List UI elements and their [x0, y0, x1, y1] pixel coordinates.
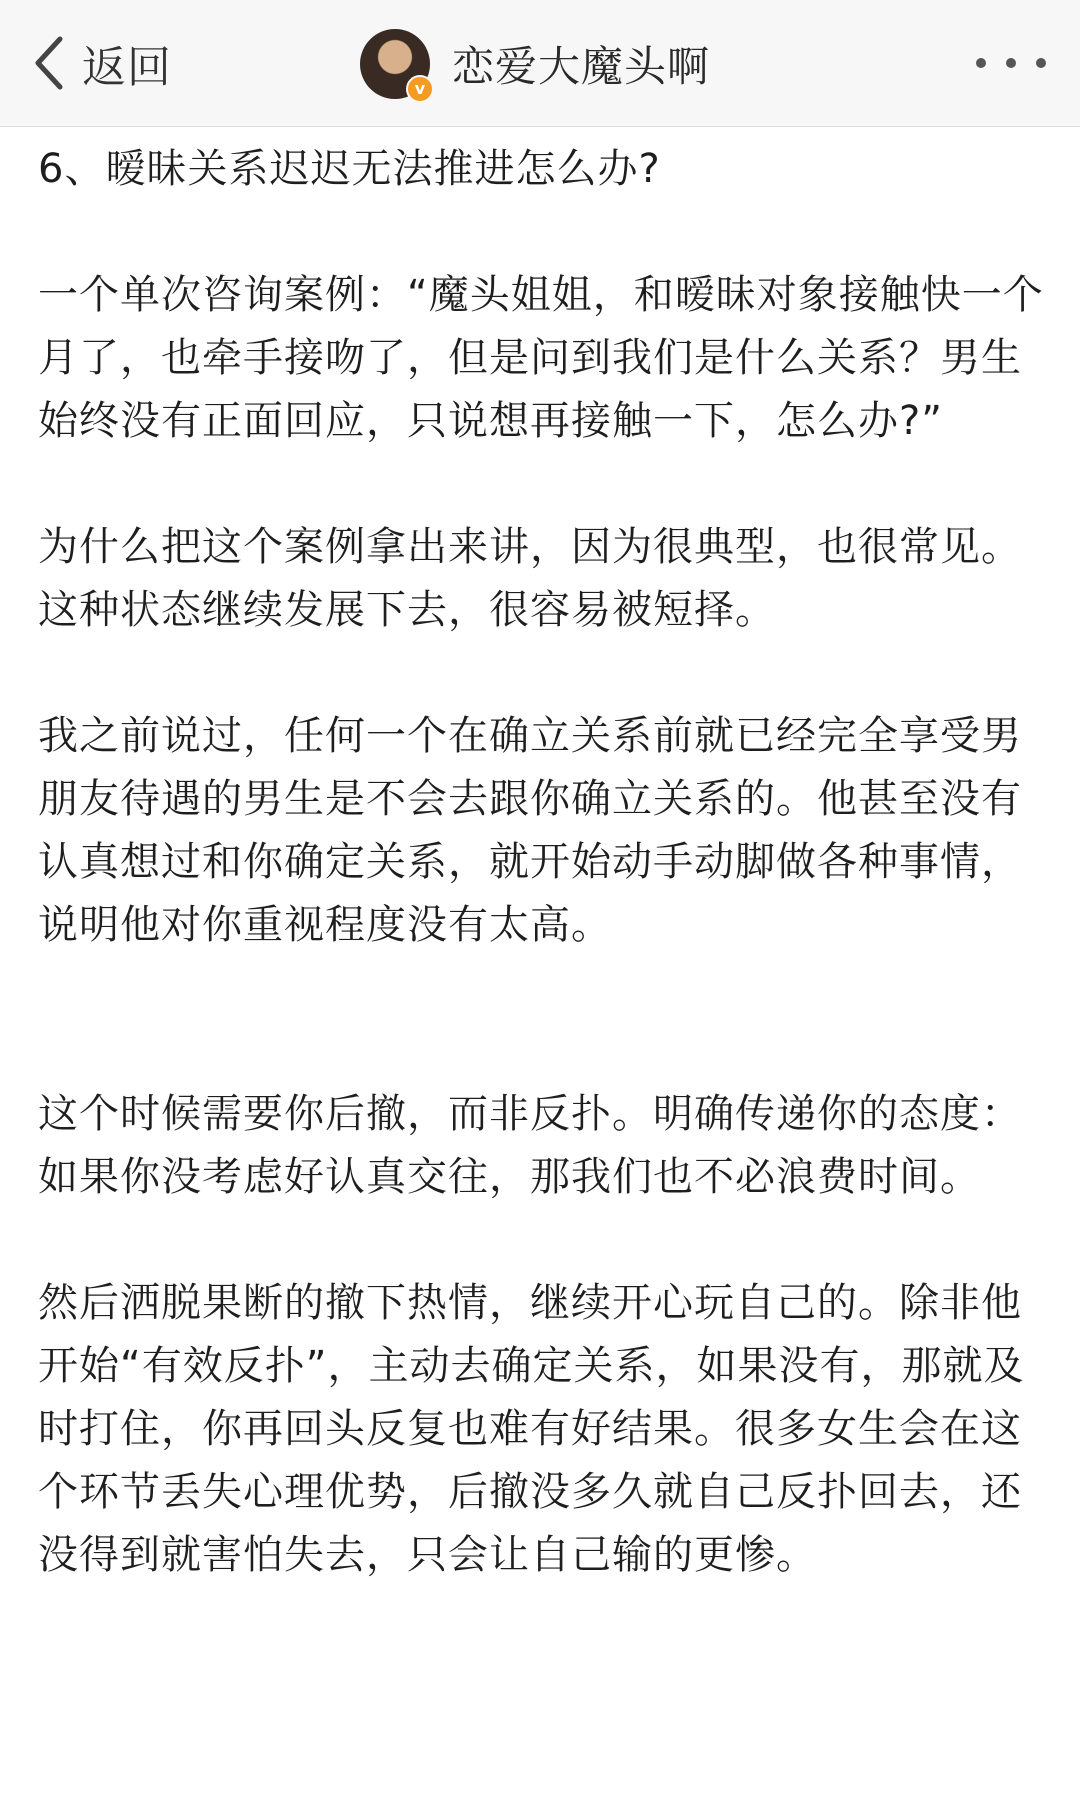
dot — [976, 58, 986, 68]
chevron-left-icon — [30, 33, 70, 93]
dot — [1006, 58, 1016, 68]
dot — [1036, 58, 1046, 68]
article-paragraph: 为什么把这个案例拿出来讲，因为很典型，也很常见。这种状态继续发展下去，很容易被短择。 — [38, 524, 1022, 633]
article-heading: 6、暧昧关系迟迟无法推进怎么办? — [38, 146, 661, 192]
avatar[interactable] — [360, 29, 430, 99]
article-paragraph: 我之前说过，任何一个在确立关系前就已经完全享受男朋友待遇的男生是不会去跟你确立关系的。他甚至没有认真想过和你确定关系，就开始动手动脚做各种事情，说明他对你重视程度没有太高。 — [38, 713, 1022, 948]
top-navigation-bar — [0, 0, 1080, 127]
account-name[interactable]: 恋爱大魔头啊 — [452, 42, 711, 91]
more-dots-icon[interactable] — [976, 48, 1046, 78]
back-button[interactable] — [30, 28, 172, 98]
article-paragraph: 然后洒脱果断的撤下热情，继续开心玩自己的。除非他开始“有效反扑”，主动去确定关系，如果没有，那就及时打住，你再回头反复也难有好结果。很多女生会在这个环节丢失心理优势，后撤没多久就自己反扑回去，还没得到就害怕失去，只会让自己输的更惨。 — [38, 1280, 1025, 1578]
article-paragraph: 这个时候需要你后撤，而非反扑。明确传递你的态度：如果你没考虑好认真交往，那我们也不必浪费时间。 — [38, 1091, 1022, 1200]
article-body — [38, 138, 1048, 1587]
verified-badge-icon: v — [406, 75, 434, 103]
account-header[interactable] — [360, 22, 710, 106]
back-label: 返回 — [82, 42, 172, 93]
article-paragraph: 一个单次咨询案例：“魔头姐姐，和暧昧对象接触快一个月了，也牵手接吻了，但是问到我们是什么关系？男生始终没有正面回应，只说想再接触一下，怎么办?” — [38, 272, 1044, 444]
